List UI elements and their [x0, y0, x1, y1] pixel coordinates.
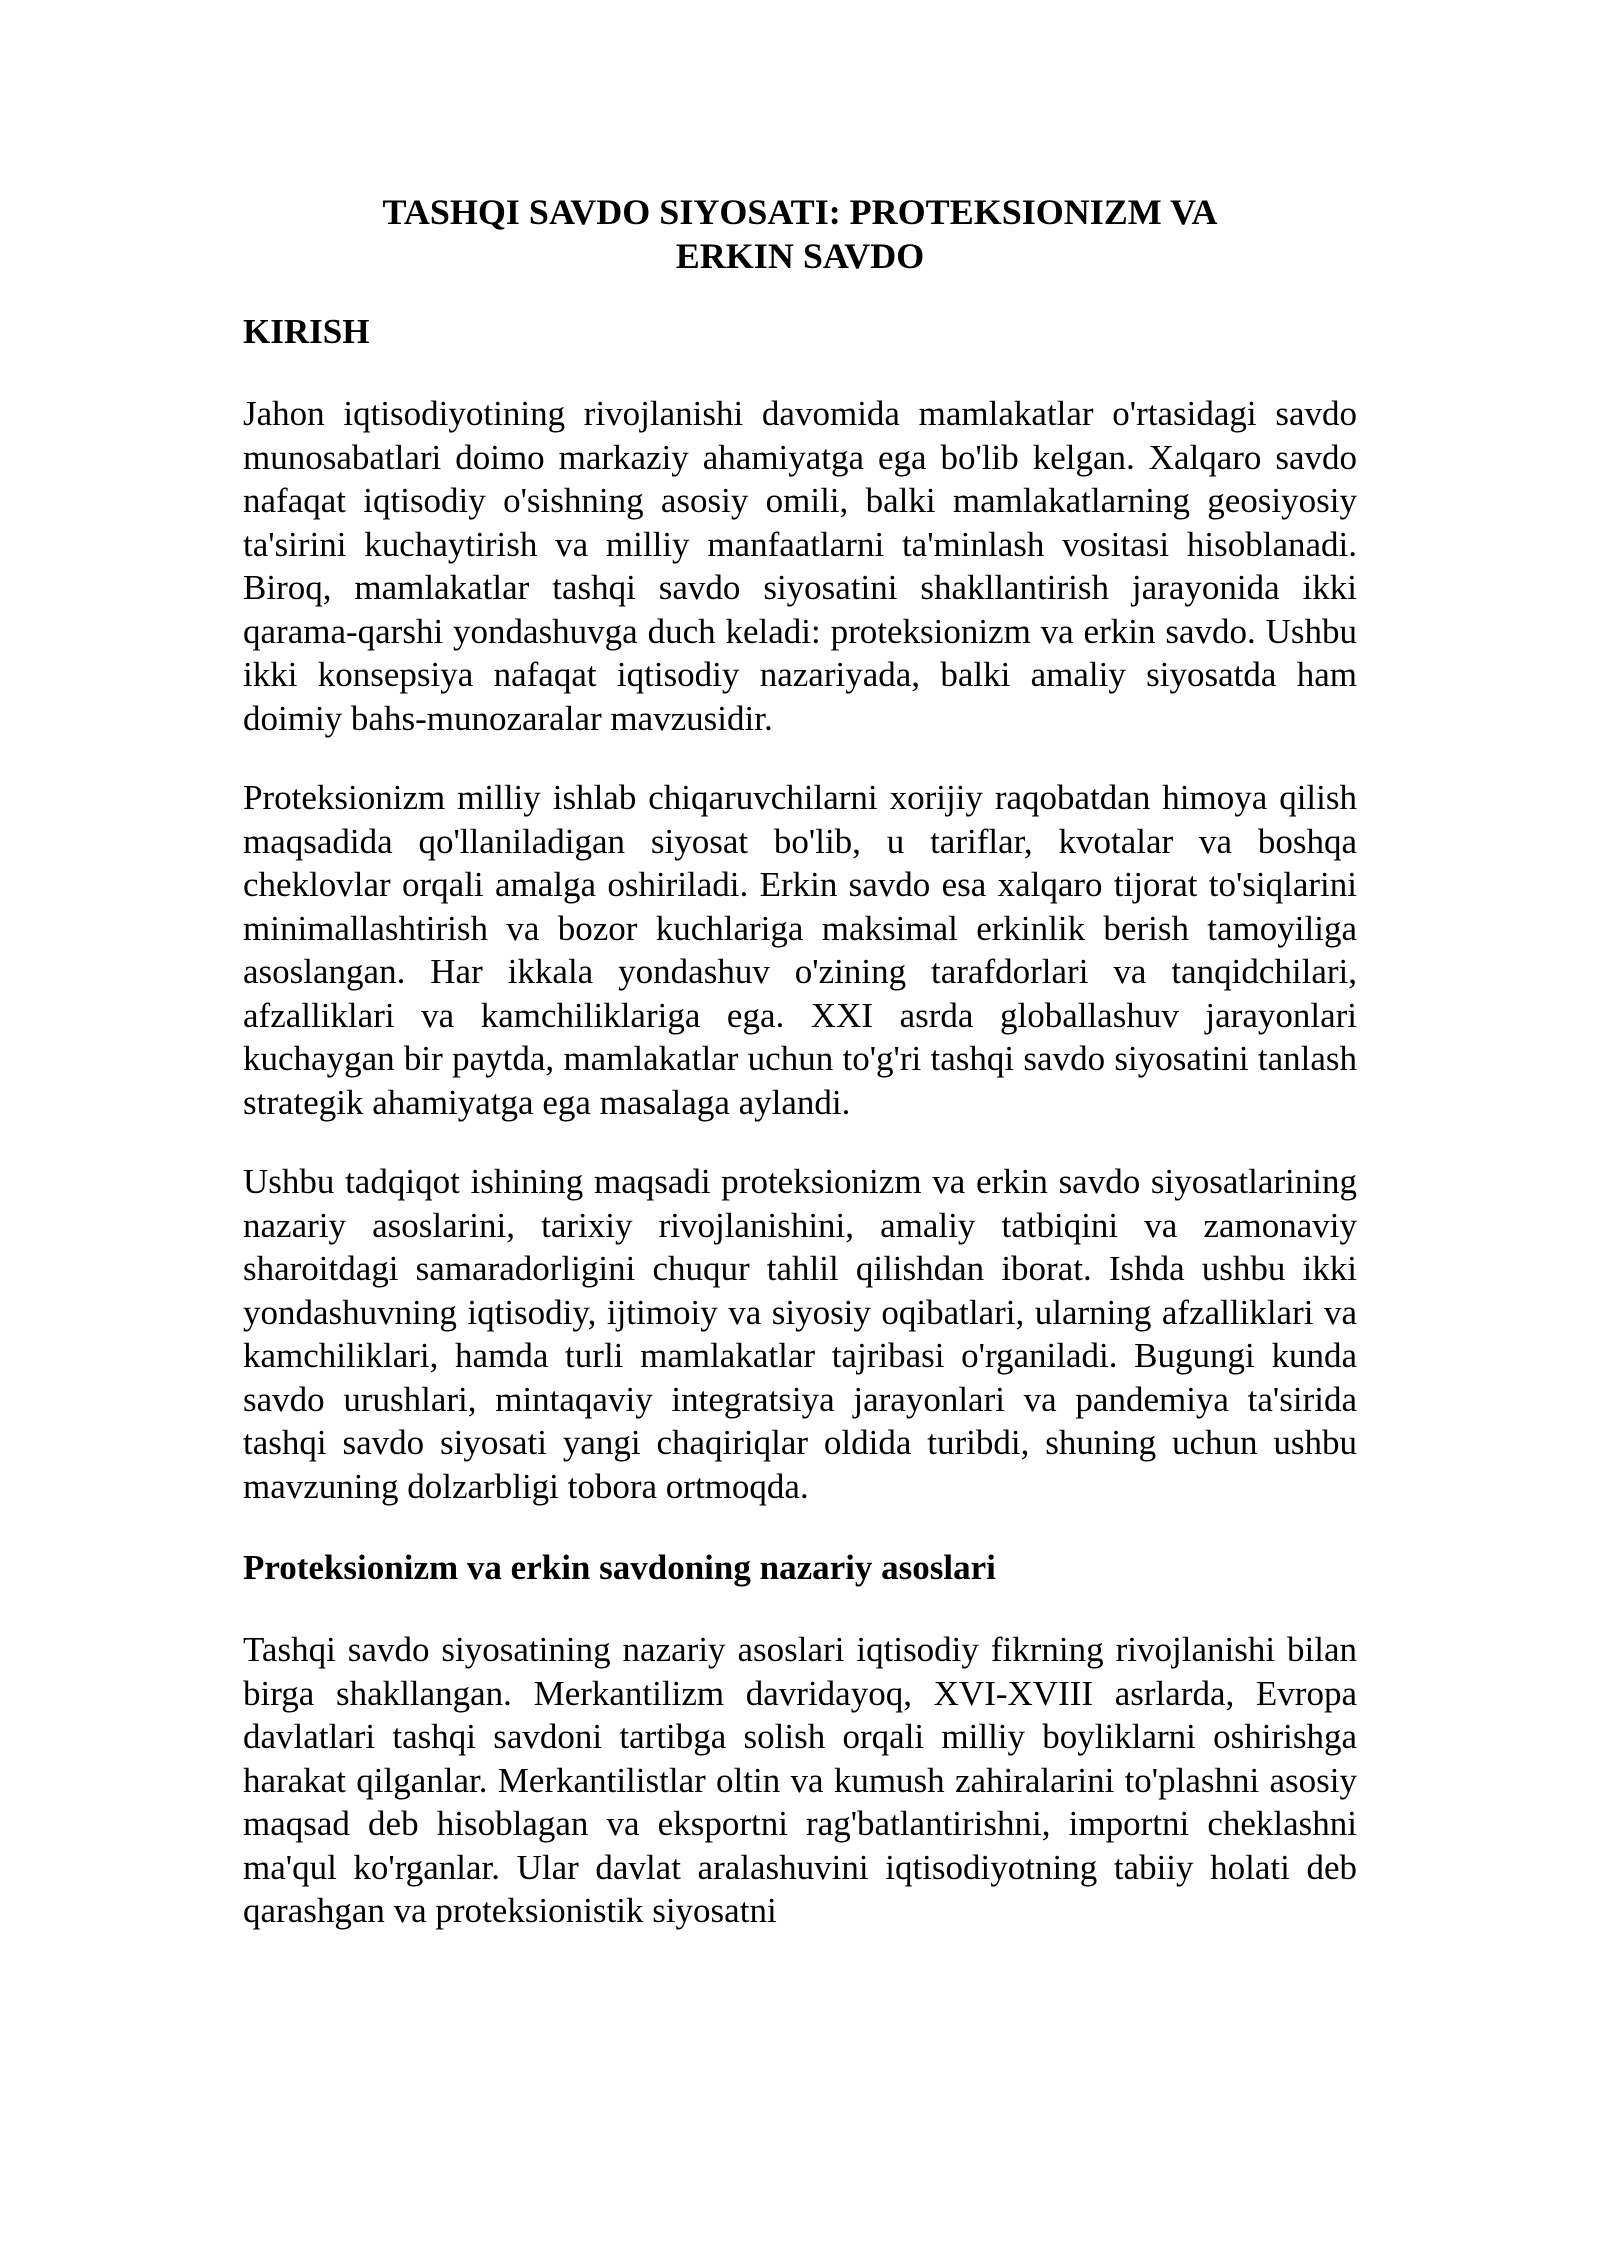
document-title: TASHQI SAVDO SIYOSATI: PROTEKSIONIZM VA ERKIN SAVDO [382, 192, 1218, 276]
section-heading-intro: KIRISH [243, 312, 370, 351]
intro-paragraph-1: Jahon iqtisodiyotining rivojlanishi davomida mamlakatlar o'rtasidagi savdo munosabatlari doimo markaziy ahamiyatga ega bo'lib kelgan. Xalqaro savdo nafaqat iqtisodiy o'sishning asosiy omili, balki mamlakatlarning geosiyosiy ta'sirini kuchaytirish va milliy manfaatlarni ta'minlash vositasi hisoblanadi. Biroq, mamlakatlar tashqi savdo siyosatini shakllantirish jarayonida ikki qarama-qarshi yondashuvga duch keladi: proteksionizm va erkin savdo. Ushbu ikki konsepsiya nafaqat iqtisodiy nazariyada, balki amaliy siyosatda ham doimiy bahs-munozaralar mavzusidir. [243, 394, 1357, 738]
intro-paragraph-3: Ushbu tadqiqot ishining maqsadi proteksionizm va erkin savdo siyosatlarining nazariy asoslarini, tarixiy rivojlanishini, amaliy tatbiqini va zamonaviy sharoitdagi samaradorligini chuqur tahlil qilishdan iborat. Ishda ushbu ikki yondashuvning iqtisodiy, ijtimoiy va siyosiy oqibatlari, ularning afzalliklari va kamchiliklari, hamda turli mamlakatlar tajribasi o'rganiladi. Bugungi kunda savdo urushlari, mintaqaviy integratsiya jarayonlari va pandemiya ta'sirida tashqi savdo siyosati yangi chaqiriqlar oldida turibdi, shuning uchun ushbu mavzuning dolzarbligi tobora ortmoqda. [243, 1162, 1357, 1506]
section-heading-theory: Proteksionizm va erkin savdoning nazariy asoslari [243, 1548, 996, 1587]
document-body [243, 190, 1357, 1933]
intro-paragraph-2: Proteksionizm milliy ishlab chiqaruvchilarni xorijiy raqobatdan himoya qilish maqsadida qo'llaniladigan siyosat bo'lib, u tariflar, kvotalar va boshqa cheklovlar orqali amalga oshiriladi. Erkin savdo esa xalqaro tijorat to'siqlarini minimallashtirish va bozor kuchlariga maksimal erkinlik berish tamoyiliga asoslangan. Har ikkala yondashuv o'zining tarafdorlari va tanqidchilari, afzalliklari va kamchiliklariga ega. XXI asrda globallashuv jarayonlari kuchaygan bir paytda, mamlakatlar uchun to'g'ri tashqi savdo siyosatini tanlash strategik ahamiyatga ega masalaga aylandi. [243, 778, 1357, 1122]
theory-paragraph: Tashqi savdo siyosatining nazariy asoslari iqtisodiy fikrning rivojlanishi bilan birga shakllangan. Merkantilizm davridayoq, XVI-XVIII asrlarda, Evropa davlatlari tashqi savdoni tartibga solish orqali milliy boyliklarni oshirishga harakat qilganlar. Merkantilistlar oltin va kumush zahiralarini to'plashni asosiy maqsad deb hisoblagan va eksportni rag'batlantirishni, importni cheklashni ma'qul ko'rganlar. Ular davlat aralashuvini iqtisodiyotning tabiiy holati deb qarashgan va proteksionistik siyosatni [243, 1630, 1357, 1930]
